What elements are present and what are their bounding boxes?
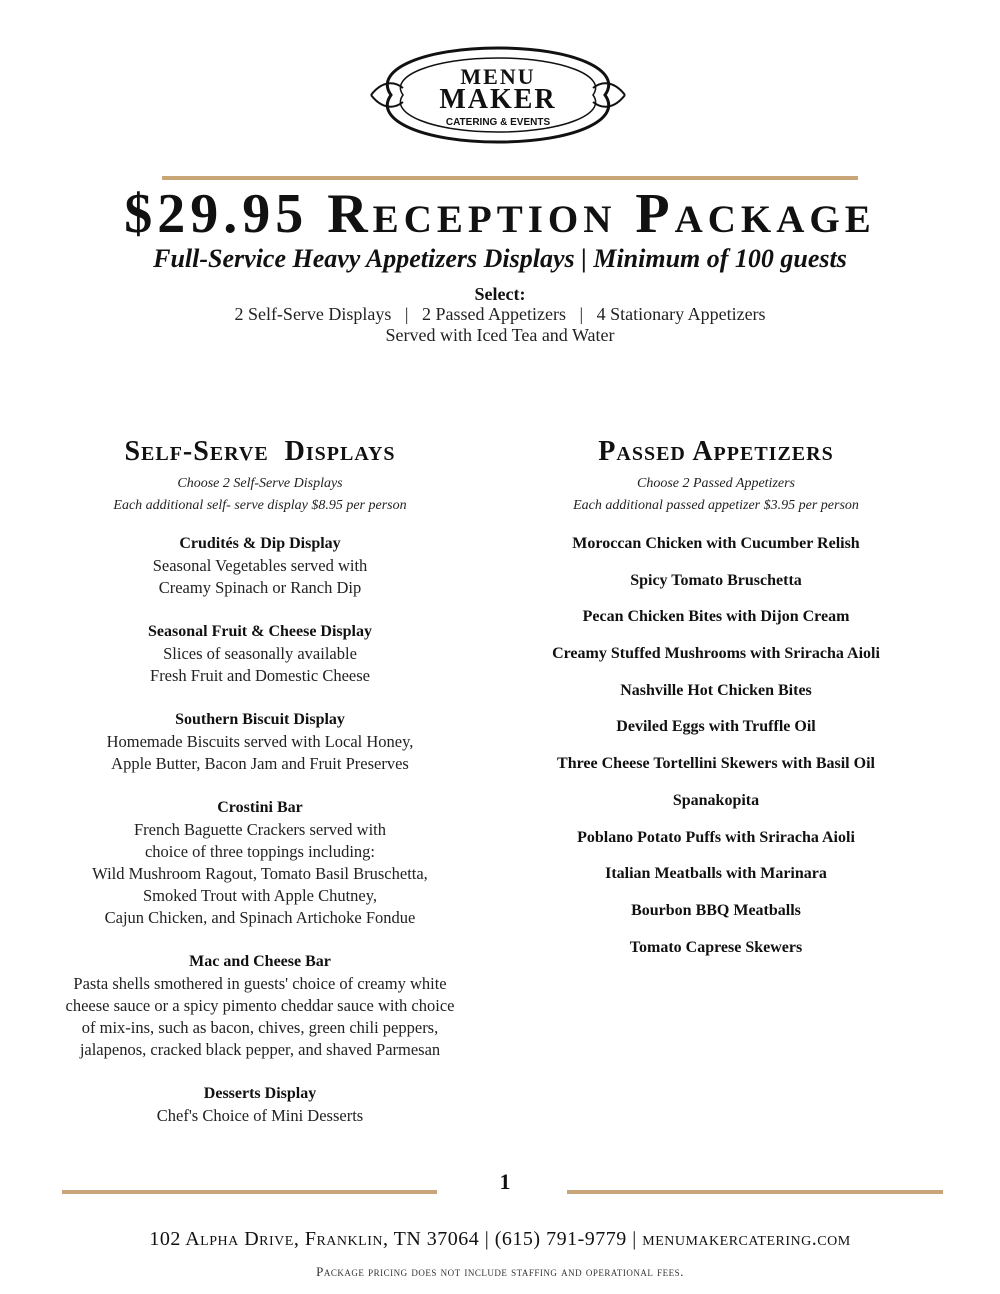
served-with: Served with Iced Tea and Water xyxy=(385,325,615,345)
list-item: Moroccan Chicken with Cucumber Relish xyxy=(572,535,860,552)
menu-item-description: Apple Butter, Bacon Jam and Fruit Preserves xyxy=(111,754,409,773)
menu-item-name: Mac and Cheese Bar xyxy=(189,953,331,970)
list-item: Poblano Potato Puffs with Sriracha Aioli xyxy=(577,828,855,846)
passed-heading: Passed Appetizers xyxy=(598,436,834,467)
list-item: Pecan Chicken Bites with Dijon Cream xyxy=(582,608,850,626)
menu-item-description: Chef's Choice of Mini Desserts xyxy=(156,1106,364,1125)
menu-item-description: Seasonal Vegetables served with xyxy=(152,556,368,575)
menu-item-description: of mix-ins, such as bacon, chives, green chili peppers, xyxy=(81,1018,439,1037)
footer-disclaimer: Package pricing does not include staffing and operational fees. xyxy=(316,1264,684,1279)
menu-item-description: Homemade Biscuits served with Local Honey, xyxy=(106,732,414,751)
passed-appetizers-column xyxy=(500,432,932,973)
menu-item-description: choice of three toppings including: xyxy=(144,842,376,861)
list-item: Tomato Caprese Skewers xyxy=(629,938,803,956)
menu-item-description: Smoked Trout with Apple Chutney, xyxy=(142,886,378,905)
page-number: 1 xyxy=(499,1169,511,1194)
menu-item-name: Desserts Display xyxy=(203,1085,317,1102)
menu-item-name: Seasonal Fruit & Cheese Display xyxy=(148,623,372,640)
list-item: Deviled Eggs with Truffle Oil xyxy=(616,718,816,736)
menu-item-description: Cajun Chicken, and Spinach Artichoke Fondue xyxy=(104,908,416,927)
logo-line-catering: CATERING & EVENTS xyxy=(445,117,551,128)
menu-item-description: Slices of seasonally available xyxy=(163,644,357,663)
logo-line-maker: MAKER xyxy=(439,84,557,115)
list-item: Three Cheese Tortellini Skewers with Basil Oil xyxy=(557,755,875,773)
list-item: Spanakopita xyxy=(672,791,760,809)
menu-maker-logo xyxy=(363,40,633,150)
select-options: 2 Self-Serve Displays | 2 Passed Appetizers | 4 Stationary Appetizers xyxy=(234,304,766,324)
menu-item xyxy=(40,533,480,599)
menu-item-description: Creamy Spinach or Ranch Dip xyxy=(158,578,362,597)
self-serve-note-choose: Choose 2 Self-Serve Displays xyxy=(177,476,343,491)
footer-divider-left xyxy=(62,1190,437,1194)
select-label: Select: xyxy=(474,284,526,304)
self-serve-heading: Self-Serve Displays xyxy=(124,436,396,467)
menu-item-description: Wild Mushroom Ragout, Tomato Basil Bruschetta, xyxy=(92,864,428,883)
menu-item-description: cheese sauce or a spicy pimento cheddar sauce with choice xyxy=(65,996,455,1015)
menu-item xyxy=(40,621,480,687)
list-item: Creamy Stuffed Mushrooms with Sriracha Aioli xyxy=(552,645,880,663)
self-serve-note-additional: Each additional self- serve display $8.95 per person xyxy=(113,498,407,513)
menu-item-description: jalapenos, cracked black pepper, and shaved Parmesan xyxy=(79,1040,441,1059)
list-item: Italian Meatballs with Marinara xyxy=(605,865,827,883)
menu-item-description: Pasta shells smothered in guests' choice of creamy white xyxy=(73,974,447,993)
list-item: Nashville Hot Chicken Bites xyxy=(620,681,812,699)
menu-item xyxy=(40,797,480,929)
menu-item xyxy=(40,951,480,1061)
menu-item-description: Fresh Fruit and Domestic Cheese xyxy=(150,666,370,685)
menu-item-name: Southern Biscuit Display xyxy=(175,711,345,728)
passed-note-additional: Each additional passed appetizer $3.95 per person xyxy=(573,498,859,513)
selection-summary xyxy=(0,284,1000,346)
menu-item-name: Crudités & Dip Display xyxy=(179,535,341,552)
menu-item xyxy=(40,1083,480,1127)
footer-contact: 102 Alpha Drive, Franklin, TN 37064 | (615) 791-9779 | menumakercatering.com xyxy=(149,1228,851,1250)
footer-divider-right xyxy=(567,1190,943,1194)
logo-line-menu: MENU xyxy=(460,64,536,89)
package-subtitle: Full-Service Heavy Appetizers Displays | Minimum of 100 guests xyxy=(153,244,847,273)
list-item: Bourbon BBQ Meatballs xyxy=(631,901,801,919)
list-item: Spicy Tomato Bruschetta xyxy=(630,571,802,589)
package-title: $29.95 Reception Package xyxy=(124,183,876,245)
menu-item xyxy=(40,709,480,775)
menu-item-description: French Baguette Crackers served with xyxy=(134,820,386,839)
passed-appetizer-list xyxy=(500,533,932,959)
menu-item-name: Crostini Bar xyxy=(217,799,303,816)
passed-note-choose: Choose 2 Passed Appetizers xyxy=(636,476,795,491)
self-serve-column xyxy=(40,432,480,1149)
header-divider xyxy=(162,176,858,180)
